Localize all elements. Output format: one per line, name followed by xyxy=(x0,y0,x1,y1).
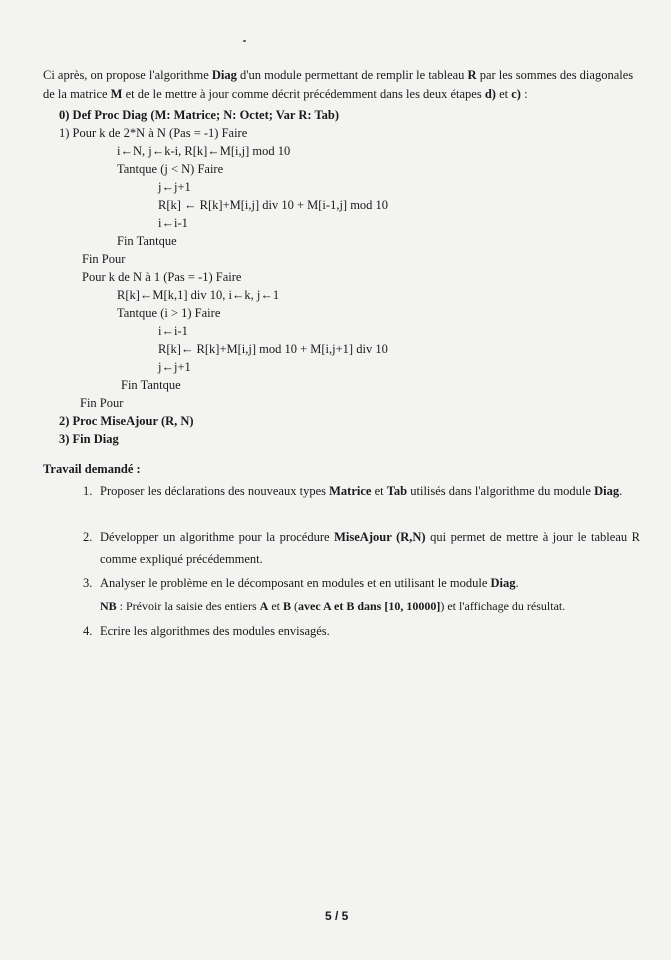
task-number: 1. xyxy=(83,484,93,498)
algo-line-14: j←j+1 xyxy=(158,360,191,374)
task-text: utilisés dans l'algorithme du module xyxy=(407,484,595,498)
intro-text: et de le mettre à jour comme décrit précédemment dans les deux étapes xyxy=(122,87,485,101)
algo-line-18: 3) Fin Diag xyxy=(59,432,119,446)
intro-bold: R xyxy=(467,68,477,82)
algo-line-4: j←j+1 xyxy=(158,180,191,194)
task-text: et xyxy=(371,484,387,498)
task-bold: Diag xyxy=(490,576,516,590)
task-bold: avec A et B dans [10, 10000] xyxy=(298,599,441,613)
intro-bold: Diag xyxy=(211,68,237,82)
speck-mark xyxy=(243,40,246,42)
intro-text: par les sommes des diagonales de la matrice xyxy=(43,68,634,101)
intro-bold: M xyxy=(110,87,123,101)
algo-line-15: Fin Tantque xyxy=(121,378,181,392)
travail-heading: Travail demandé : xyxy=(43,462,141,476)
task-text: Ecrire les algorithmes des modules envisagés. xyxy=(100,624,330,638)
intro-bold: d) xyxy=(484,87,496,101)
algo-line-13: R[k]← R[k]+M[i,j] mod 10 + M[i,j+1] div 10 xyxy=(158,342,388,356)
task-bold: A xyxy=(259,599,269,613)
task-text: Proposer les déclarations des nouveaux types xyxy=(100,484,330,498)
task-bold: Diag xyxy=(594,484,620,498)
task-text: et xyxy=(268,599,283,613)
algo-line-9: Pour k de N à 1 (Pas = -1) Faire xyxy=(82,270,242,284)
task-number: 2. xyxy=(83,530,93,544)
task-item-1 xyxy=(100,480,640,502)
intro-paragraph xyxy=(43,66,643,104)
task-bold: Tab xyxy=(386,484,408,498)
task-bold: MiseAjour (R,N) xyxy=(334,530,426,544)
task-text: . xyxy=(619,484,623,498)
task-text: ( xyxy=(291,599,298,613)
algo-line-5: R[k] ← R[k]+M[i,j] div 10 + M[i-1,j] mod 10 xyxy=(158,198,389,212)
algo-line-8: Fin Pour xyxy=(82,252,126,266)
note-label: NB xyxy=(100,599,117,613)
task-bold: Matrice xyxy=(329,484,372,498)
algo-line-7: Fin Tantque xyxy=(117,234,177,248)
algo-line-2: i←N, j←k-i, R[k]←M[i,j] mod 10 xyxy=(117,144,291,158)
algo-line-16: Fin Pour xyxy=(80,396,124,410)
intro-text: d'un module permettant de remplir le tableau xyxy=(236,68,468,82)
algo-line-1: 1) Pour k de 2*N à N (Pas = -1) Faire xyxy=(59,126,248,140)
task-number: 3. xyxy=(83,576,93,590)
page-number: 5 / 5 xyxy=(325,909,349,923)
algo-line-12: i←i-1 xyxy=(158,324,188,338)
task-item-2 xyxy=(100,526,640,570)
task-item-3 xyxy=(100,572,645,594)
task-bold: B xyxy=(282,599,291,613)
algo-line-3: Tantque (j < N) Faire xyxy=(117,162,224,176)
task-item-4 xyxy=(100,620,640,642)
algo-line-0: 0) Def Proc Diag (M: Matrice; N: Octet; Var R: Tab) xyxy=(59,108,340,122)
algo-line-17: 2) Proc MiseAjour (R, N) xyxy=(59,414,194,428)
intro-text: Ci après, on propose l'algorithme xyxy=(43,68,212,82)
algo-line-6: i←i-1 xyxy=(158,216,188,230)
task-text: . xyxy=(515,576,519,590)
task-text: Analyser le problème en le décomposant en modules et en utilisant le module xyxy=(100,576,491,590)
task-note xyxy=(100,595,660,617)
intro-text: et xyxy=(495,87,512,101)
task-text: : Prévoir la saisie des entiers xyxy=(116,599,260,613)
algo-line-11: Tantque (i > 1) Faire xyxy=(117,306,221,320)
task-text: Développer un algorithme pour la procédure xyxy=(100,530,335,544)
task-text: qui permet de mettre à jour le tableau R comme expliqué précédemment. xyxy=(100,530,640,566)
intro-text: : xyxy=(520,87,528,101)
task-number: 4. xyxy=(83,624,93,638)
task-text: ) et l'affichage du résultat. xyxy=(440,599,566,613)
algo-line-10: R[k]←M[k,1] div 10, i←k, j←1 xyxy=(117,288,280,302)
intro-bold: c) xyxy=(511,87,521,101)
